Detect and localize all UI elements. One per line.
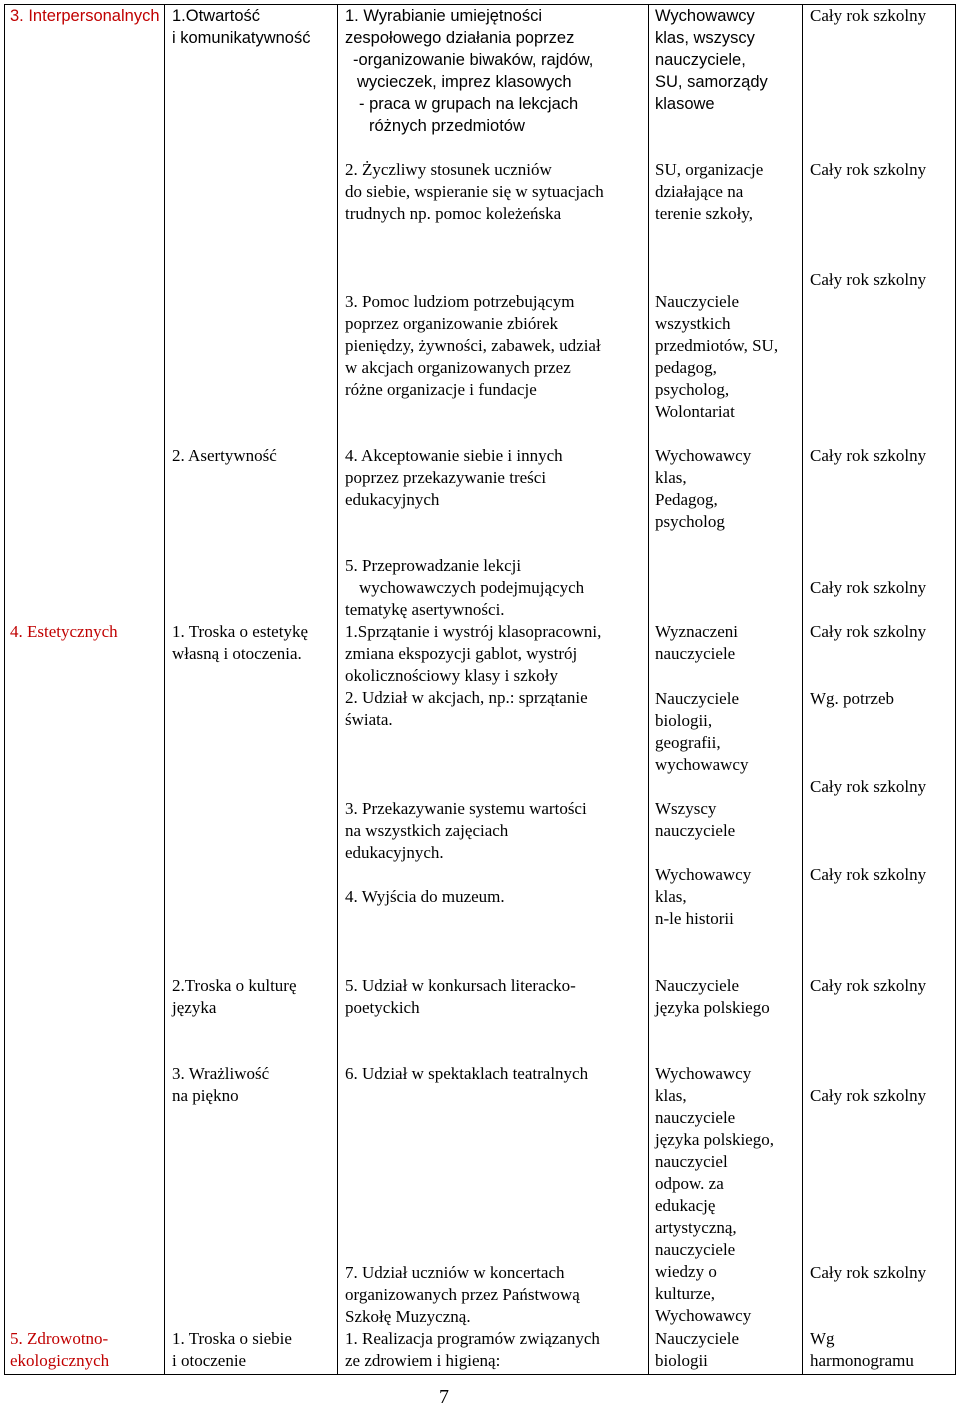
goal-cell: 2. Asertywność: [172, 446, 277, 465]
responsible-cell: Wyznaczeni nauczyciele: [655, 622, 738, 663]
responsible-cell: Wychowawcy klas, Pedagog, psycholog: [655, 446, 752, 531]
column-divider-4: [802, 4, 803, 1374]
responsible-cell: SU, organizacje działające na terenie szkoły,: [655, 160, 764, 223]
term-cell: Cały rok szkolny: [810, 865, 927, 884]
responsible-cell: Nauczyciele biologii, geografii, wychowawcy: [655, 689, 749, 774]
area-label: 4. Estetycznych: [10, 622, 118, 641]
task-cell: 4. Wyjścia do muzeum.: [345, 887, 505, 906]
responsible-cell: Nauczyciele wszystkich przedmiotów, SU, pedagog, psycholog, Wolontariat: [655, 292, 779, 421]
task-cell: 2. Życzliwy stosunek uczniów do siebie, wspieranie się w sytuacjach trudnych np. pomoc koleżeńska: [345, 160, 604, 223]
term-cell: Cały rok szkolny: [810, 622, 927, 641]
term-cell: Cały rok szkolny: [810, 1263, 927, 1282]
task-cell: 7. Udział uczniów w koncertach organizowanych przez Państwową Szkołę Muzyczną.: [345, 1263, 580, 1326]
area-label: 5. Zdrowotno- ekologicznych: [10, 1329, 110, 1370]
term-cell: Cały rok szkolny: [810, 777, 927, 796]
column-divider-3: [648, 4, 649, 1374]
term-cell: Cały rok szkolny: [810, 160, 927, 179]
term-cell: Cały rok szkolny: [810, 270, 927, 289]
term-cell: Cały rok szkolny: [810, 446, 927, 465]
term-cell: Cały rok szkolny: [810, 6, 927, 25]
task-cell: 3. Przekazywanie systemu wartości na wszystkich zajęciach edukacyjnych.: [345, 799, 587, 862]
responsible-cell: Nauczyciele biologii: [655, 1329, 739, 1370]
term-cell: Wg. potrzeb: [810, 689, 895, 708]
responsible-cell: Wychowawcy klas, wszyscy nauczyciele, SU, samorządy klasowe: [655, 7, 768, 113]
responsible-cell: Wychowawcy klas, nauczyciele języka polskiego, nauczyciel odpow. za edukację artystyczną, nauczyciele wiedzy o kulturze, Wychowawcy: [655, 1064, 774, 1325]
goal-cell: 3. Wrażliwość na piękno: [172, 1064, 270, 1105]
column-divider-1: [164, 4, 165, 1374]
task-cell: 4. Akceptowanie siebie i innych poprzez przekazywanie treści edukacyjnych: [345, 446, 563, 509]
task-cell: 1.Sprzątanie i wystrój klasopracowni, zmiana ekspozycji gablot, wystrój okolicznościowy klasy i szkoły 2. Udział w akcjach, np.: sprzątanie świata.: [345, 622, 602, 729]
table-border-right: [955, 4, 956, 1374]
column-divider-2: [337, 4, 338, 1374]
task-cell: 5. Przeprowadzanie lekcji wychowawczych podejmujących tematykę asertywności.: [345, 556, 585, 619]
task-cell: 5. Udział w konkursach literacko- poetyckich: [345, 976, 576, 1017]
responsible-cell: Wszyscy nauczyciele: [655, 799, 736, 840]
page-number: 7: [439, 1386, 449, 1408]
area-label: 3. Interpersonalnych: [10, 7, 160, 25]
term-cell: Wg harmonogramu: [810, 1329, 914, 1370]
goal-cell: 1.Otwartość i komunikatywność: [172, 7, 311, 47]
goal-cell: 1. Troska o estetykę własną i otoczenia.: [172, 622, 308, 663]
table-border-bottom: [4, 1374, 956, 1375]
table-border-left: [4, 4, 5, 1374]
task-cell: 3. Pomoc ludziom potrzebującym poprzez organizowanie zbiórek pieniędzy, żywności, zabawek, udział w akcjach organizowanych przez różne organizacje i fundacje: [345, 292, 601, 399]
task-cell: 1. Wyrabianie umiejętności zespołowego działania poprzez -organizowanie biwaków, rajdów, wycieczek, imprez klasowych - praca w grupach na lekcjach różnych przedmiotów: [345, 7, 594, 135]
responsible-cell: Wychowawcy klas, n-le historii: [655, 865, 752, 928]
responsible-cell: Nauczyciele języka polskiego: [655, 976, 770, 1017]
term-cell: Cały rok szkolny: [810, 578, 927, 597]
term-cell: Cały rok szkolny: [810, 1086, 927, 1105]
goal-cell: 1. Troska o siebie i otoczenie: [172, 1329, 292, 1370]
goal-cell: 2.Troska o kulturę języka: [172, 976, 297, 1017]
task-cell: 6. Udział w spektaklach teatralnych: [345, 1064, 589, 1083]
term-cell: Cały rok szkolny: [810, 976, 927, 995]
task-cell: 1. Realizacja programów związanych ze zdrowiem i higieną:: [345, 1329, 600, 1370]
